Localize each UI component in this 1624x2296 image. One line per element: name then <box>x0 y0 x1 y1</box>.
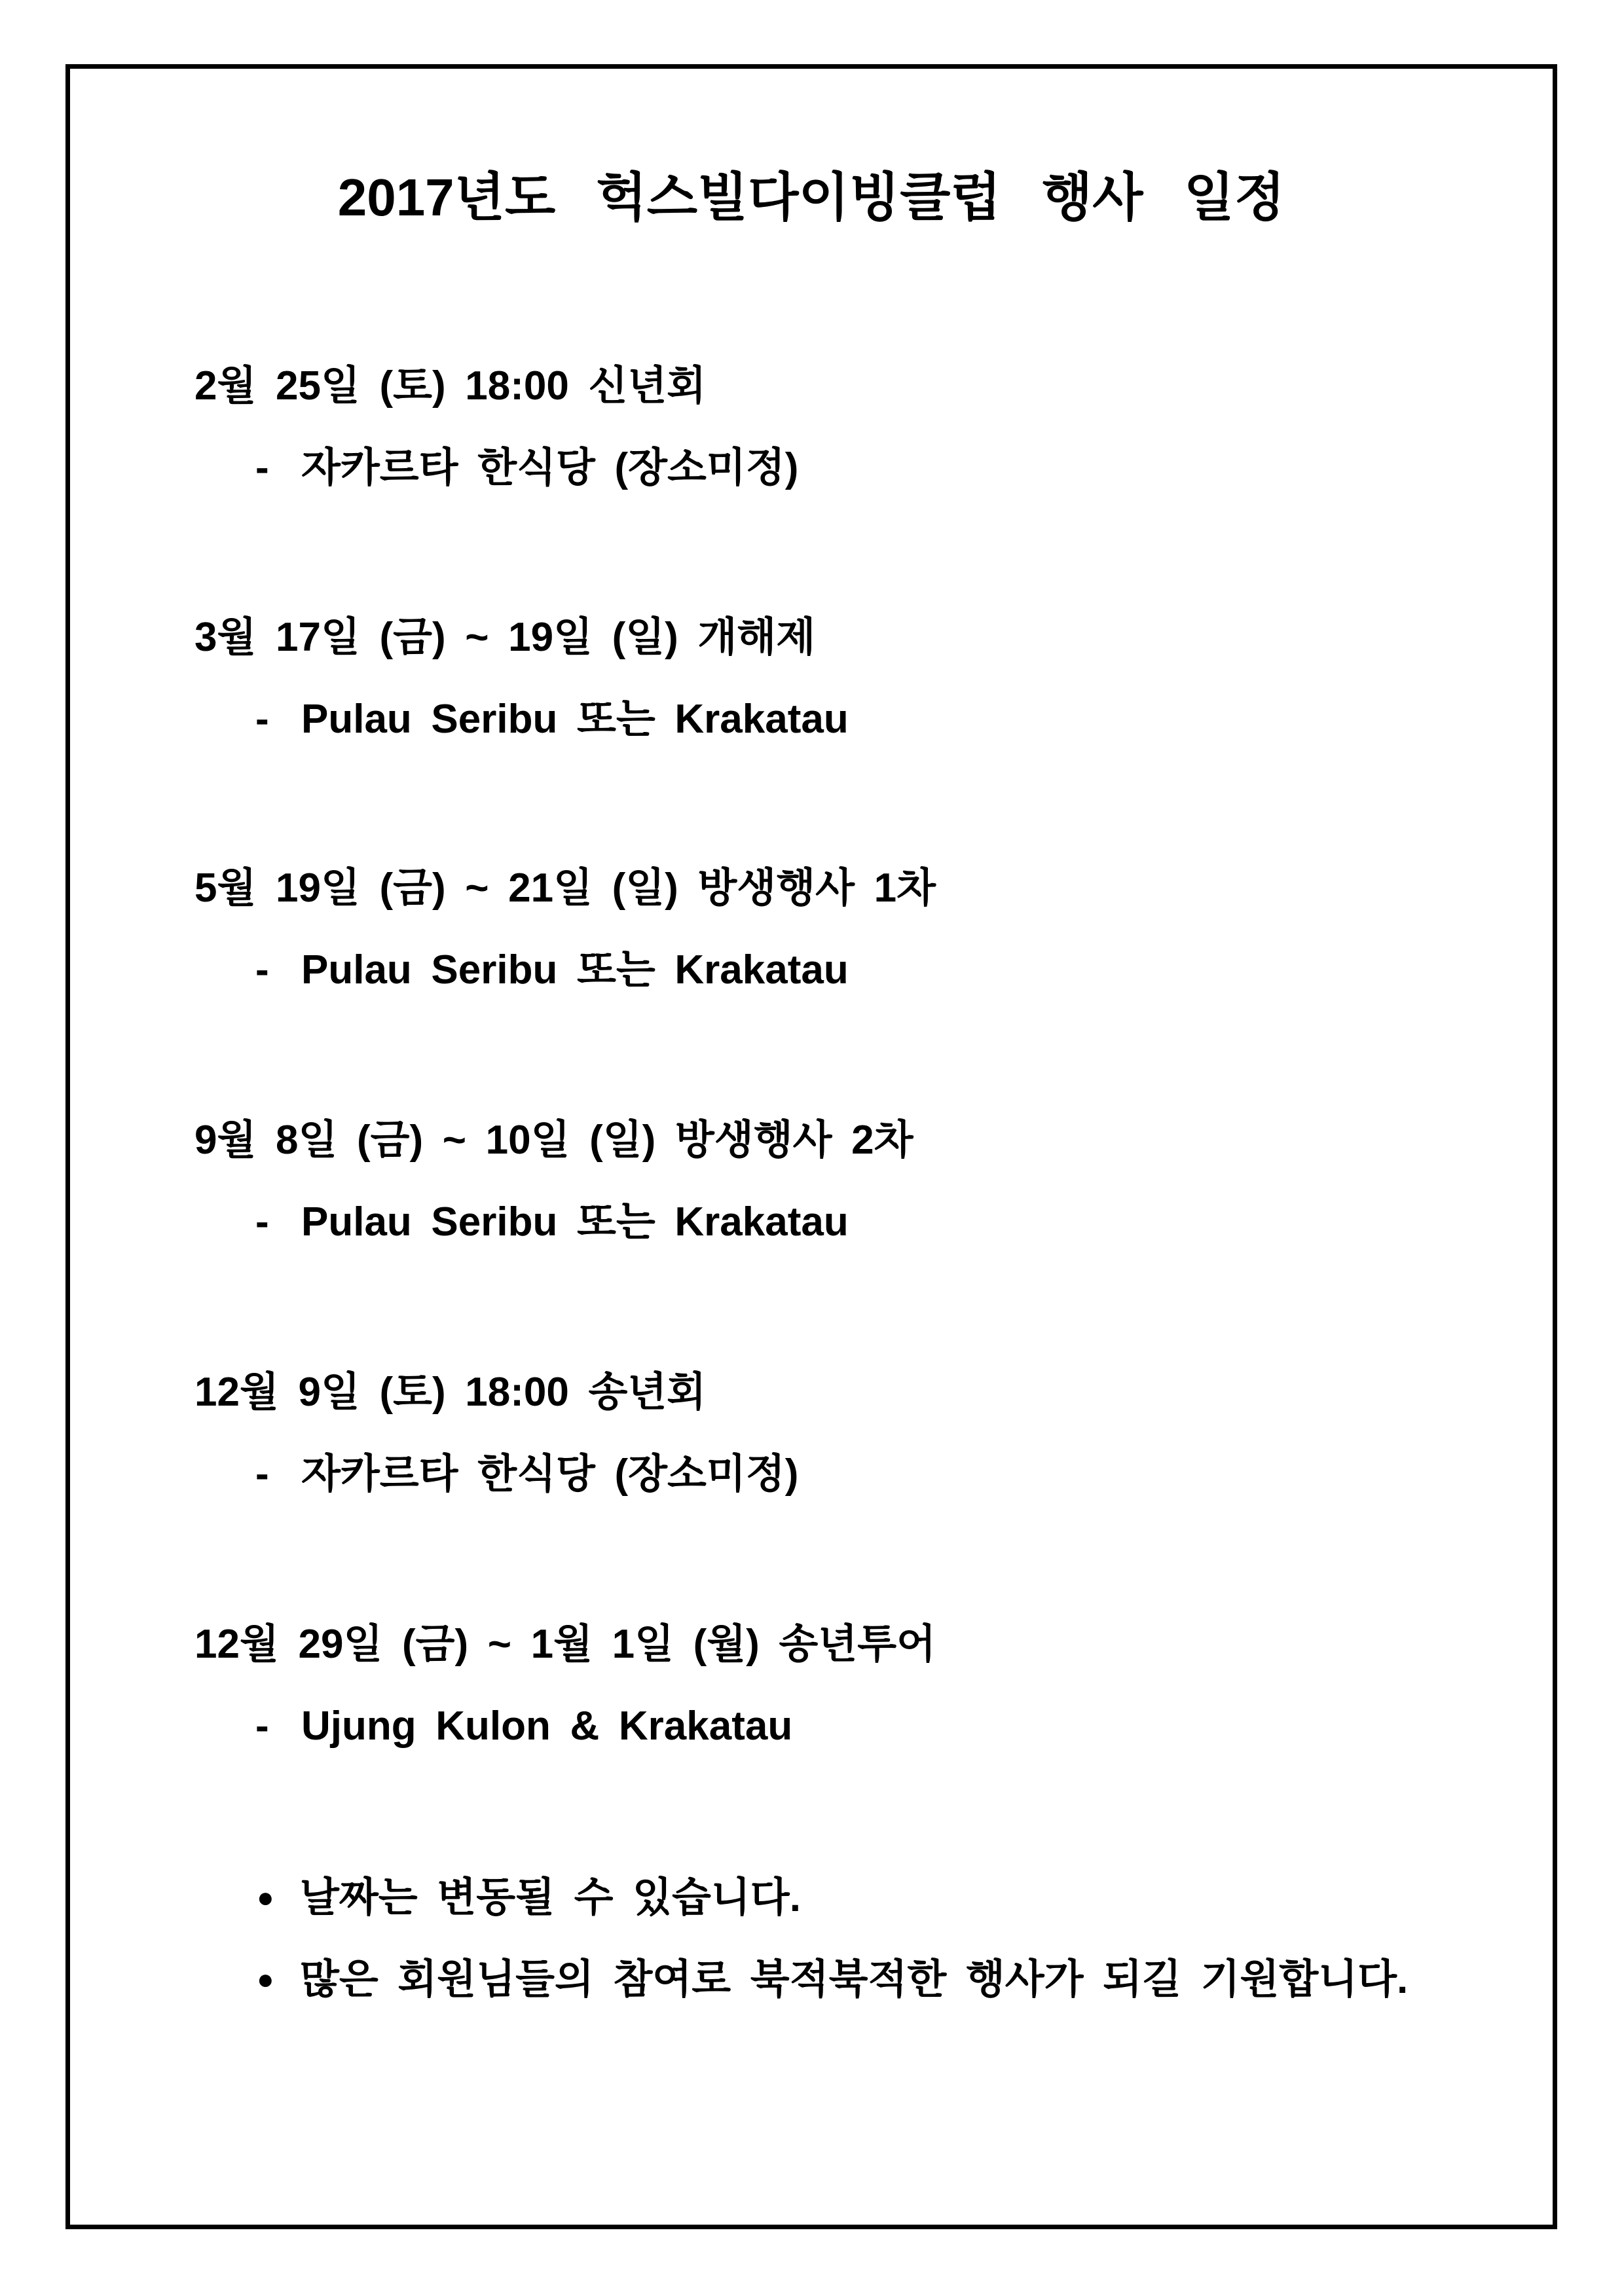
event-location-row <box>255 695 849 744</box>
event-location-row <box>255 1702 792 1751</box>
bullet-icon: ● <box>257 1963 274 1995</box>
event-location-row <box>255 444 798 492</box>
event-heading: 5월 19일 (금) ~ 21일 (일) 방생행사 1차 <box>194 866 936 911</box>
dash-marker: - <box>255 445 269 490</box>
note-text: 많은 회원님들의 참여로 북적북적한 행사가 되길 기원합니다. <box>300 1957 1409 2002</box>
event-heading: 12월 29일 (금) ~ 1월 1일 (월) 송년투어 <box>194 1622 936 1667</box>
dash-marker: - <box>255 697 269 742</box>
event-heading: 9월 8일 (금) ~ 10일 (일) 방생행사 2차 <box>194 1118 913 1163</box>
event-location: Pulau Seribu 또는 Krakatau <box>301 947 849 993</box>
note-row <box>257 1956 1408 2004</box>
event-location-row <box>255 946 849 994</box>
event-location: Pulau Seribu 또는 Krakatau <box>301 697 849 742</box>
event-heading: 12월 9일 (토) 18:00 송년회 <box>194 1370 707 1415</box>
dash-marker: - <box>255 1451 269 1497</box>
event-heading: 3월 17일 (금) ~ 19일 (일) 개해제 <box>194 615 816 660</box>
event-location: Pulau Seribu 또는 Krakatau <box>301 1199 849 1245</box>
note-row <box>257 1874 801 1922</box>
document-title: 2017년도 헉스빌다이빙클럽 행사 일정 <box>337 168 1285 227</box>
event-location: 자카르타 한식당 (장소미정) <box>301 1451 799 1497</box>
dash-marker: - <box>255 1199 269 1245</box>
dash-marker: - <box>255 947 269 993</box>
event-location: Ujung Kulon & Krakatau <box>301 1704 793 1749</box>
dash-marker: - <box>255 1704 269 1749</box>
event-location-row <box>255 1450 798 1499</box>
bullet-icon: ● <box>257 1882 274 1914</box>
event-location-row <box>255 1198 849 1247</box>
event-heading: 2월 25일 (토) 18:00 신년회 <box>194 363 707 409</box>
note-text: 날짜는 변동될 수 있습니다. <box>300 1875 801 1920</box>
event-location: 자카르타 한식당 (장소미정) <box>301 445 799 490</box>
